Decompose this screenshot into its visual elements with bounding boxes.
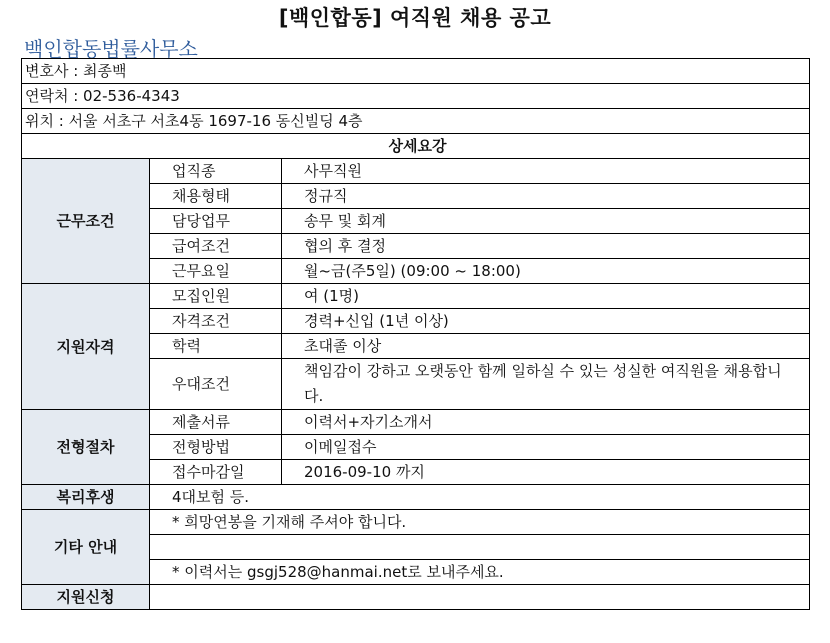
row-value: 송무 및 회계	[282, 209, 810, 234]
category-etc: 기타 안내	[22, 510, 150, 585]
table-row	[22, 485, 810, 510]
row-value: 초대졸 이상	[282, 334, 810, 359]
info-row-location	[22, 109, 810, 134]
lawyer-text: 변호사 : 최종백	[22, 59, 810, 84]
info-row-contact	[22, 84, 810, 109]
category-work: 근무조건	[22, 159, 150, 284]
etc-line: * 이력서는 gsgj528@hanmai.net로 보내주세요.	[150, 560, 810, 585]
welfare-value: 4대보험 등.	[150, 485, 810, 510]
table-row	[22, 585, 810, 610]
row-label: 학력	[150, 334, 282, 359]
row-label: 업직종	[150, 159, 282, 184]
row-label: 우대조건	[150, 359, 282, 410]
row-label: 급여조건	[150, 234, 282, 259]
row-value: 정규직	[282, 184, 810, 209]
apply-value	[150, 585, 810, 610]
job-posting-table	[21, 58, 810, 610]
location-text: 위치 : 서울 서초구 서초4동 1697-16 동신빌딩 4층	[22, 109, 810, 134]
row-label: 담당업무	[150, 209, 282, 234]
row-label: 접수마감일	[150, 460, 282, 485]
category-apply: 지원신청	[22, 585, 150, 610]
details-header-row	[22, 134, 810, 159]
table-row	[22, 510, 810, 535]
category-welfare: 복리후생	[22, 485, 150, 510]
row-value: 경력+신입 (1년 이상)	[282, 309, 810, 334]
row-label: 근무요일	[150, 259, 282, 284]
firm-name: 백인합동법률사무소	[24, 37, 198, 61]
row-value: 협의 후 결정	[282, 234, 810, 259]
category-qualification: 지원자격	[22, 284, 150, 410]
category-process: 전형절차	[22, 410, 150, 485]
page-title: [백인합동] 여직원 채용 공고	[278, 6, 552, 30]
etc-line: * 희망연봉을 기재해 주셔야 합니다.	[150, 510, 810, 535]
row-label: 채용형태	[150, 184, 282, 209]
etc-line-empty	[150, 535, 810, 560]
row-value: 이메일접수	[282, 435, 810, 460]
row-label: 제출서류	[150, 410, 282, 435]
row-label: 모집인원	[150, 284, 282, 309]
table-row	[22, 284, 810, 309]
table-row	[22, 410, 810, 435]
row-value: 월~금(주5일) (09:00 ~ 18:00)	[282, 259, 810, 284]
row-label: 전형방법	[150, 435, 282, 460]
row-value: 책임감이 강하고 오랫동안 함께 일하실 수 있는 성실한 여직원을 채용합니다.	[282, 359, 810, 410]
row-value: 사무직원	[282, 159, 810, 184]
details-title: 상세요강	[22, 134, 810, 159]
row-label: 자격조건	[150, 309, 282, 334]
row-value: 2016-09-10 까지	[282, 460, 810, 485]
info-row-lawyer	[22, 59, 810, 84]
table-row	[22, 159, 810, 184]
row-value: 여 (1명)	[282, 284, 810, 309]
contact-text: 연락처 : 02-536-4343	[22, 84, 810, 109]
row-value: 이력서+자기소개서	[282, 410, 810, 435]
